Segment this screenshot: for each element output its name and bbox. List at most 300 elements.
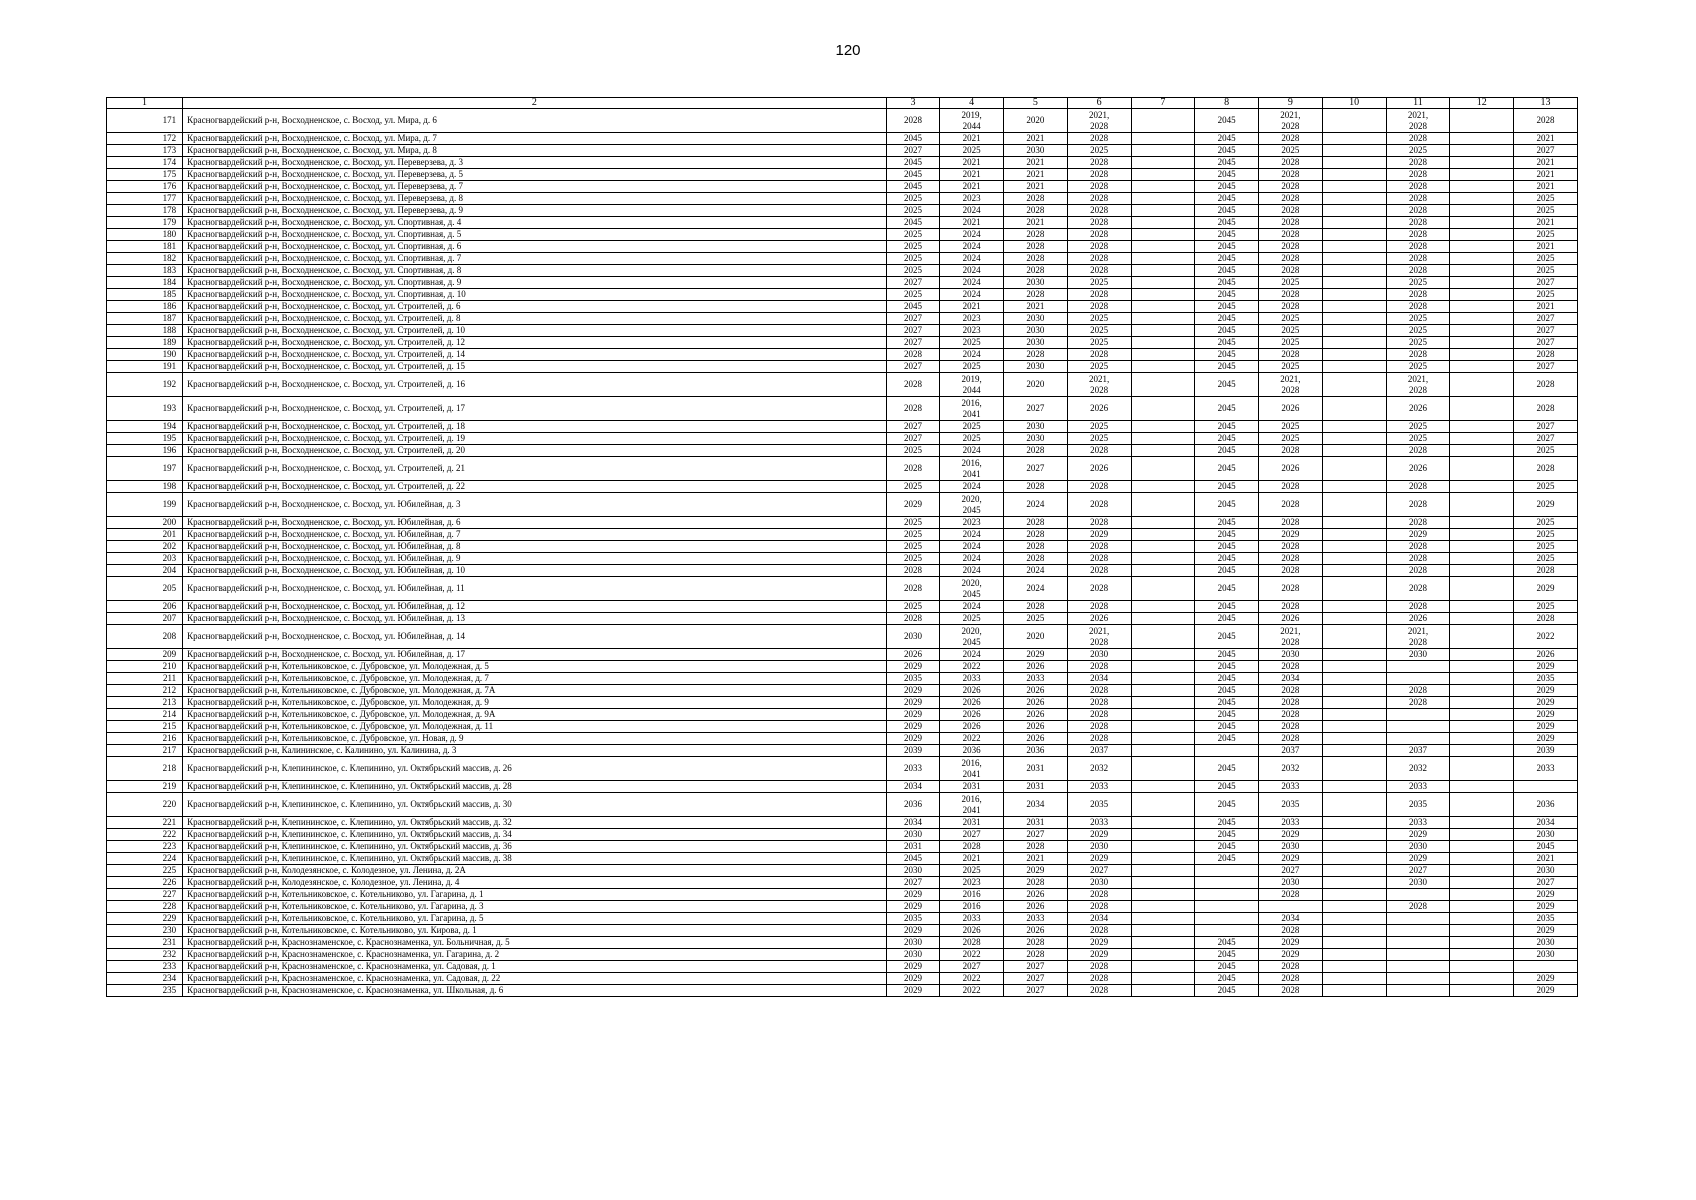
address-cell: Красногвардейский р-н, Восходненское, с. Восход, ул. Спортивная, д. 7: [183, 253, 887, 265]
year-cell: 2028: [1259, 961, 1323, 973]
year-cell: 2034: [1067, 913, 1131, 925]
year-cell: [1450, 937, 1514, 949]
year-cell: 2028: [1003, 949, 1067, 961]
year-cell: 2026: [1067, 397, 1131, 421]
year-cell: 2025: [886, 289, 939, 301]
table-row: [107, 961, 1578, 973]
year-cell: 2021: [1003, 157, 1067, 169]
row-number-cell: 223: [107, 841, 183, 853]
year-cell: [1450, 433, 1514, 445]
year-cell: 2033: [1067, 781, 1131, 793]
year-cell: 2028: [1067, 889, 1131, 901]
address-cell: Красногвардейский р-н, Восходненское, с. Восход, ул. Спортивная, д. 4: [183, 217, 887, 229]
year-cell: [1131, 709, 1195, 721]
year-cell: [1322, 553, 1386, 565]
year-cell: 2029: [1386, 853, 1450, 865]
year-cell: 2028: [1259, 721, 1323, 733]
year-cell: 2024: [940, 289, 1004, 301]
year-cell: 2033: [886, 757, 939, 781]
year-cell: [1450, 577, 1514, 601]
year-cell: [1322, 373, 1386, 397]
year-cell: [1322, 709, 1386, 721]
year-cell: 2016, 2041: [940, 397, 1004, 421]
table-row: [107, 301, 1578, 313]
year-cell: 2028: [1067, 577, 1131, 601]
year-cell: [1322, 313, 1386, 325]
header-row: [107, 98, 1578, 109]
year-cell: [1322, 181, 1386, 193]
row-number-cell: 175: [107, 169, 183, 181]
row-number-cell: 211: [107, 673, 183, 685]
address-cell: Красногвардейский р-н, Восходненское, с. Восход, ул. Строителей, д. 14: [183, 349, 887, 361]
row-number-cell: 212: [107, 685, 183, 697]
year-cell: [1450, 109, 1514, 133]
address-cell: Красногвардейский р-н, Восходненское, с. Восход, ул. Строителей, д. 17: [183, 397, 887, 421]
year-cell: [1450, 673, 1514, 685]
year-cell: [1386, 889, 1450, 901]
year-cell: [1131, 301, 1195, 313]
year-cell: [1131, 277, 1195, 289]
year-cell: [1322, 565, 1386, 577]
year-cell: 2028: [1386, 241, 1450, 253]
row-number-cell: 218: [107, 757, 183, 781]
column-header: 1: [107, 98, 183, 109]
year-cell: 2029: [886, 901, 939, 913]
year-cell: 2030: [1259, 649, 1323, 661]
year-cell: 2045: [1195, 937, 1259, 949]
table-row: [107, 865, 1578, 877]
year-cell: 2028: [1067, 601, 1131, 613]
year-cell: 2045: [1195, 541, 1259, 553]
year-cell: 2028: [1386, 181, 1450, 193]
year-cell: [1322, 325, 1386, 337]
year-cell: 2025: [886, 553, 939, 565]
address-cell: Красногвардейский р-н, Клепининское, с. Клепинино, ул. Октябрьский массив, д. 32: [183, 817, 887, 829]
year-cell: [1131, 433, 1195, 445]
year-cell: 2028: [886, 349, 939, 361]
year-cell: 2031: [1003, 757, 1067, 781]
year-cell: 2031: [940, 781, 1004, 793]
year-cell: 2024: [1003, 577, 1067, 601]
address-cell: Красногвардейский р-н, Восходненское, с. Восход, ул. Строителей, д. 18: [183, 421, 887, 433]
year-cell: 2025: [886, 253, 939, 265]
year-cell: [1131, 865, 1195, 877]
year-cell: [1450, 517, 1514, 529]
year-cell: 2045: [1195, 853, 1259, 865]
year-cell: 2028: [1067, 697, 1131, 709]
year-cell: 2045: [1195, 325, 1259, 337]
table-row: [107, 349, 1578, 361]
year-cell: 2033: [940, 673, 1004, 685]
address-cell: Красногвардейский р-н, Восходненское, с. Восход, ул. Строителей, д. 8: [183, 313, 887, 325]
year-cell: 2030: [1003, 313, 1067, 325]
year-cell: 2025: [1067, 145, 1131, 157]
year-cell: 2029: [1259, 853, 1323, 865]
year-cell: 2034: [886, 781, 939, 793]
year-cell: [1322, 109, 1386, 133]
year-cell: 2020: [1003, 625, 1067, 649]
year-cell: 2029: [1259, 529, 1323, 541]
year-cell: 2028: [1514, 613, 1578, 625]
year-cell: [1450, 421, 1514, 433]
year-cell: 2028: [1259, 709, 1323, 721]
year-cell: [1322, 217, 1386, 229]
year-cell: 2025: [1514, 265, 1578, 277]
year-cell: [1450, 481, 1514, 493]
year-cell: 2024: [940, 265, 1004, 277]
table-row: [107, 457, 1578, 481]
table-row: [107, 553, 1578, 565]
year-cell: 2025: [1067, 337, 1131, 349]
year-cell: [1386, 721, 1450, 733]
year-cell: 2045: [1195, 733, 1259, 745]
year-cell: [1131, 445, 1195, 457]
year-cell: [1386, 925, 1450, 937]
year-cell: [1322, 937, 1386, 949]
year-cell: 2021: [1514, 169, 1578, 181]
year-cell: 2025: [1514, 601, 1578, 613]
year-cell: 2021: [1003, 217, 1067, 229]
year-cell: [1131, 673, 1195, 685]
year-cell: 2028: [1386, 265, 1450, 277]
year-cell: [1131, 565, 1195, 577]
year-cell: 2021: [940, 853, 1004, 865]
table-row: [107, 577, 1578, 601]
year-cell: 2045: [1195, 241, 1259, 253]
address-cell: Красногвардейский р-н, Восходненское, с. Восход, ул. Переверзева, д. 9: [183, 205, 887, 217]
year-cell: [1450, 757, 1514, 781]
year-cell: 2025: [1514, 193, 1578, 205]
year-cell: 2031: [886, 841, 939, 853]
year-cell: 2028: [1386, 685, 1450, 697]
year-cell: 2045: [1195, 613, 1259, 625]
year-cell: [1131, 937, 1195, 949]
year-cell: 2020: [1003, 373, 1067, 397]
year-cell: [1131, 181, 1195, 193]
year-cell: 2045: [1195, 529, 1259, 541]
year-cell: 2027: [1003, 961, 1067, 973]
year-cell: 2025: [1067, 325, 1131, 337]
year-cell: 2026: [1003, 661, 1067, 673]
year-cell: 2027: [1514, 337, 1578, 349]
year-cell: 2045: [1195, 697, 1259, 709]
row-number-cell: 230: [107, 925, 183, 937]
year-cell: [1195, 889, 1259, 901]
year-cell: 2045: [1195, 577, 1259, 601]
year-cell: 2026: [1067, 457, 1131, 481]
year-cell: [1131, 793, 1195, 817]
year-cell: 2023: [940, 193, 1004, 205]
year-cell: [1450, 169, 1514, 181]
address-cell: Красногвардейский р-н, Котельниковское, с. Котельниково, ул. Гагарина, д. 1: [183, 889, 887, 901]
year-cell: 2030: [1514, 865, 1578, 877]
table-row: [107, 157, 1578, 169]
year-cell: 2028: [1003, 841, 1067, 853]
row-number-cell: 220: [107, 793, 183, 817]
year-cell: 2024: [940, 205, 1004, 217]
year-cell: 2034: [1259, 913, 1323, 925]
address-cell: Красногвардейский р-н, Восходненское, с. Восход, ул. Строителей, д. 10: [183, 325, 887, 337]
year-cell: 2028: [1067, 445, 1131, 457]
table-row: [107, 709, 1578, 721]
year-cell: 2029: [886, 985, 939, 997]
year-cell: [1259, 901, 1323, 913]
year-cell: 2029: [1514, 901, 1578, 913]
year-cell: 2026: [1003, 925, 1067, 937]
column-header: 10: [1322, 98, 1386, 109]
table-row: [107, 145, 1578, 157]
year-cell: 2031: [1003, 817, 1067, 829]
year-cell: [1322, 733, 1386, 745]
year-cell: [1131, 361, 1195, 373]
address-cell: Красногвардейский р-н, Восходненское, с. Восход, ул. Юбилейная, д. 6: [183, 517, 887, 529]
year-cell: 2025: [1259, 337, 1323, 349]
year-cell: 2028: [1003, 289, 1067, 301]
year-cell: 2030: [1514, 829, 1578, 841]
row-number-cell: 233: [107, 961, 183, 973]
year-cell: [1322, 793, 1386, 817]
year-cell: 2026: [940, 709, 1004, 721]
year-cell: 2028: [1514, 457, 1578, 481]
year-cell: [1322, 493, 1386, 517]
year-cell: 2028: [1259, 241, 1323, 253]
year-cell: 2024: [940, 349, 1004, 361]
address-cell: Красногвардейский р-н, Восходненское, с. Восход, ул. Строителей, д. 15: [183, 361, 887, 373]
year-cell: [1450, 865, 1514, 877]
year-cell: 2027: [1514, 433, 1578, 445]
year-cell: 2033: [1386, 781, 1450, 793]
row-number-cell: 194: [107, 421, 183, 433]
year-cell: 2028: [1067, 709, 1131, 721]
year-cell: 2036: [886, 793, 939, 817]
column-header: 3: [886, 98, 939, 109]
year-cell: [1131, 457, 1195, 481]
year-cell: 2026: [1386, 457, 1450, 481]
year-cell: 2035: [1514, 913, 1578, 925]
year-cell: 2028: [1259, 301, 1323, 313]
row-number-cell: 205: [107, 577, 183, 601]
row-number-cell: 187: [107, 313, 183, 325]
year-cell: 2029: [1067, 853, 1131, 865]
year-cell: [1450, 253, 1514, 265]
table-row: [107, 565, 1578, 577]
table-row: [107, 181, 1578, 193]
table-row: [107, 733, 1578, 745]
table-row: [107, 517, 1578, 529]
row-number-cell: 182: [107, 253, 183, 265]
year-cell: [1322, 613, 1386, 625]
year-cell: 2029: [1514, 577, 1578, 601]
year-cell: 2028: [1067, 481, 1131, 493]
year-cell: 2025: [1067, 277, 1131, 289]
year-cell: 2028: [1003, 517, 1067, 529]
year-cell: 2045: [1195, 673, 1259, 685]
year-cell: 2031: [940, 817, 1004, 829]
year-cell: [1322, 265, 1386, 277]
year-cell: [1322, 649, 1386, 661]
year-cell: 2027: [886, 361, 939, 373]
year-cell: 2029: [1259, 937, 1323, 949]
address-cell: Красногвардейский р-н, Клепининское, с. Клепинино, ул. Октябрьский массив, д. 30: [183, 793, 887, 817]
year-cell: 2027: [1003, 985, 1067, 997]
year-cell: [1450, 157, 1514, 169]
year-cell: 2028: [1259, 133, 1323, 145]
year-cell: 2027: [1514, 277, 1578, 289]
row-number-cell: 213: [107, 697, 183, 709]
year-cell: [1322, 901, 1386, 913]
year-cell: [1131, 745, 1195, 757]
row-number-cell: 221: [107, 817, 183, 829]
year-cell: 2026: [1259, 613, 1323, 625]
year-cell: 2028: [1003, 553, 1067, 565]
year-cell: 2028: [1003, 205, 1067, 217]
table-row: [107, 685, 1578, 697]
year-cell: [1322, 301, 1386, 313]
year-cell: [1131, 697, 1195, 709]
year-cell: 2023: [940, 877, 1004, 889]
year-cell: 2029: [886, 733, 939, 745]
year-cell: [1450, 985, 1514, 997]
year-cell: 2021: [940, 169, 1004, 181]
year-cell: [1450, 265, 1514, 277]
year-cell: 2026: [940, 721, 1004, 733]
column-header: 9: [1259, 98, 1323, 109]
table-row: [107, 877, 1578, 889]
year-cell: [1131, 985, 1195, 997]
address-cell: Красногвардейский р-н, Восходненское, с. Восход, ул. Мира, д. 7: [183, 133, 887, 145]
year-cell: 2045: [1195, 253, 1259, 265]
year-cell: [1450, 913, 1514, 925]
year-cell: 2025: [940, 433, 1004, 445]
address-cell: Красногвардейский р-н, Краснознаменское, с. Краснознаменка, ул. Школьная, д. 6: [183, 985, 887, 997]
year-cell: [1322, 841, 1386, 853]
year-cell: 2026: [1259, 457, 1323, 481]
address-cell: Красногвардейский р-н, Клепининское, с. Клепинино, ул. Октябрьский массив, д. 38: [183, 853, 887, 865]
row-number-cell: 199: [107, 493, 183, 517]
row-number-cell: 172: [107, 133, 183, 145]
year-cell: [1131, 949, 1195, 961]
year-cell: 2024: [940, 565, 1004, 577]
year-cell: [1386, 913, 1450, 925]
address-cell: Красногвардейский р-н, Восходненское, с. Восход, ул. Строителей, д. 21: [183, 457, 887, 481]
year-cell: 2036: [940, 745, 1004, 757]
year-cell: 2016, 2041: [940, 793, 1004, 817]
address-cell: Красногвардейский р-н, Восходненское, с. Восход, ул. Переверзева, д. 5: [183, 169, 887, 181]
year-cell: [1450, 193, 1514, 205]
year-cell: 2033: [1514, 757, 1578, 781]
year-cell: 2045: [886, 217, 939, 229]
year-cell: 2029: [1514, 733, 1578, 745]
year-cell: 2028: [1259, 265, 1323, 277]
year-cell: 2037: [1259, 745, 1323, 757]
year-cell: 2025: [886, 229, 939, 241]
year-cell: 2028: [1067, 349, 1131, 361]
year-cell: [1131, 661, 1195, 673]
year-cell: 2028: [1259, 205, 1323, 217]
year-cell: 2027: [940, 961, 1004, 973]
table-row: [107, 229, 1578, 241]
year-cell: 2029: [1514, 889, 1578, 901]
year-cell: [1131, 613, 1195, 625]
year-cell: 2027: [1514, 361, 1578, 373]
year-cell: 2035: [1386, 793, 1450, 817]
row-number-cell: 188: [107, 325, 183, 337]
address-cell: Красногвардейский р-н, Котельниковское, с. Дубровское, ул. Молодежная, д. 9: [183, 697, 887, 709]
address-cell: Красногвардейский р-н, Восходненское, с. Восход, ул. Юбилейная, д. 8: [183, 541, 887, 553]
year-cell: 2025: [1514, 553, 1578, 565]
row-number-cell: 232: [107, 949, 183, 961]
address-cell: Красногвардейский р-н, Котельниковское, с. Дубровское, ул. Новая, д. 9: [183, 733, 887, 745]
year-cell: 2025: [1386, 325, 1450, 337]
year-cell: 2021, 2028: [1067, 373, 1131, 397]
row-number-cell: 228: [107, 901, 183, 913]
year-cell: [1322, 205, 1386, 217]
year-cell: 2045: [1195, 481, 1259, 493]
year-cell: [1514, 781, 1578, 793]
year-cell: 2022: [940, 973, 1004, 985]
address-cell: Красногвардейский р-н, Восходненское, с. Восход, ул. Юбилейная, д. 11: [183, 577, 887, 601]
year-cell: [1322, 829, 1386, 841]
year-cell: [1131, 829, 1195, 841]
column-header: 2: [183, 98, 887, 109]
year-cell: 2045: [1195, 565, 1259, 577]
year-cell: 2025: [1386, 361, 1450, 373]
year-cell: [1322, 529, 1386, 541]
year-cell: 2045: [1195, 229, 1259, 241]
year-cell: [1450, 457, 1514, 481]
year-cell: 2045: [1195, 277, 1259, 289]
year-cell: [1450, 949, 1514, 961]
year-cell: 2026: [1386, 397, 1450, 421]
year-cell: 2027: [1514, 421, 1578, 433]
year-cell: 2028: [1067, 901, 1131, 913]
year-cell: 2028: [1259, 253, 1323, 265]
year-cell: [1450, 493, 1514, 517]
year-cell: [1131, 241, 1195, 253]
year-cell: 2028: [1067, 229, 1131, 241]
year-cell: 2025: [940, 865, 1004, 877]
year-cell: 2030: [886, 937, 939, 949]
year-cell: 2025: [1514, 205, 1578, 217]
year-cell: 2045: [886, 301, 939, 313]
year-cell: [1450, 685, 1514, 697]
year-cell: [1450, 817, 1514, 829]
year-cell: 2028: [1386, 493, 1450, 517]
year-cell: [1322, 253, 1386, 265]
year-cell: [1131, 781, 1195, 793]
year-cell: 2028: [1386, 205, 1450, 217]
year-cell: 2030: [1386, 877, 1450, 889]
address-cell: Красногвардейский р-н, Восходненское, с. Восход, ул. Переверзева, д. 8: [183, 193, 887, 205]
table-row: [107, 841, 1578, 853]
table-row: [107, 661, 1578, 673]
table-row: [107, 613, 1578, 625]
year-cell: [1195, 745, 1259, 757]
year-cell: 2028: [1259, 685, 1323, 697]
year-cell: 2028: [1003, 349, 1067, 361]
year-cell: [1131, 685, 1195, 697]
row-number-cell: 183: [107, 265, 183, 277]
year-cell: 2045: [1195, 301, 1259, 313]
row-number-cell: 204: [107, 565, 183, 577]
year-cell: 2030: [1386, 841, 1450, 853]
year-cell: 2045: [1195, 133, 1259, 145]
year-cell: 2028: [1067, 721, 1131, 733]
year-cell: 2028: [1259, 217, 1323, 229]
year-cell: 2029: [886, 925, 939, 937]
row-number-cell: 178: [107, 205, 183, 217]
year-cell: [1322, 277, 1386, 289]
